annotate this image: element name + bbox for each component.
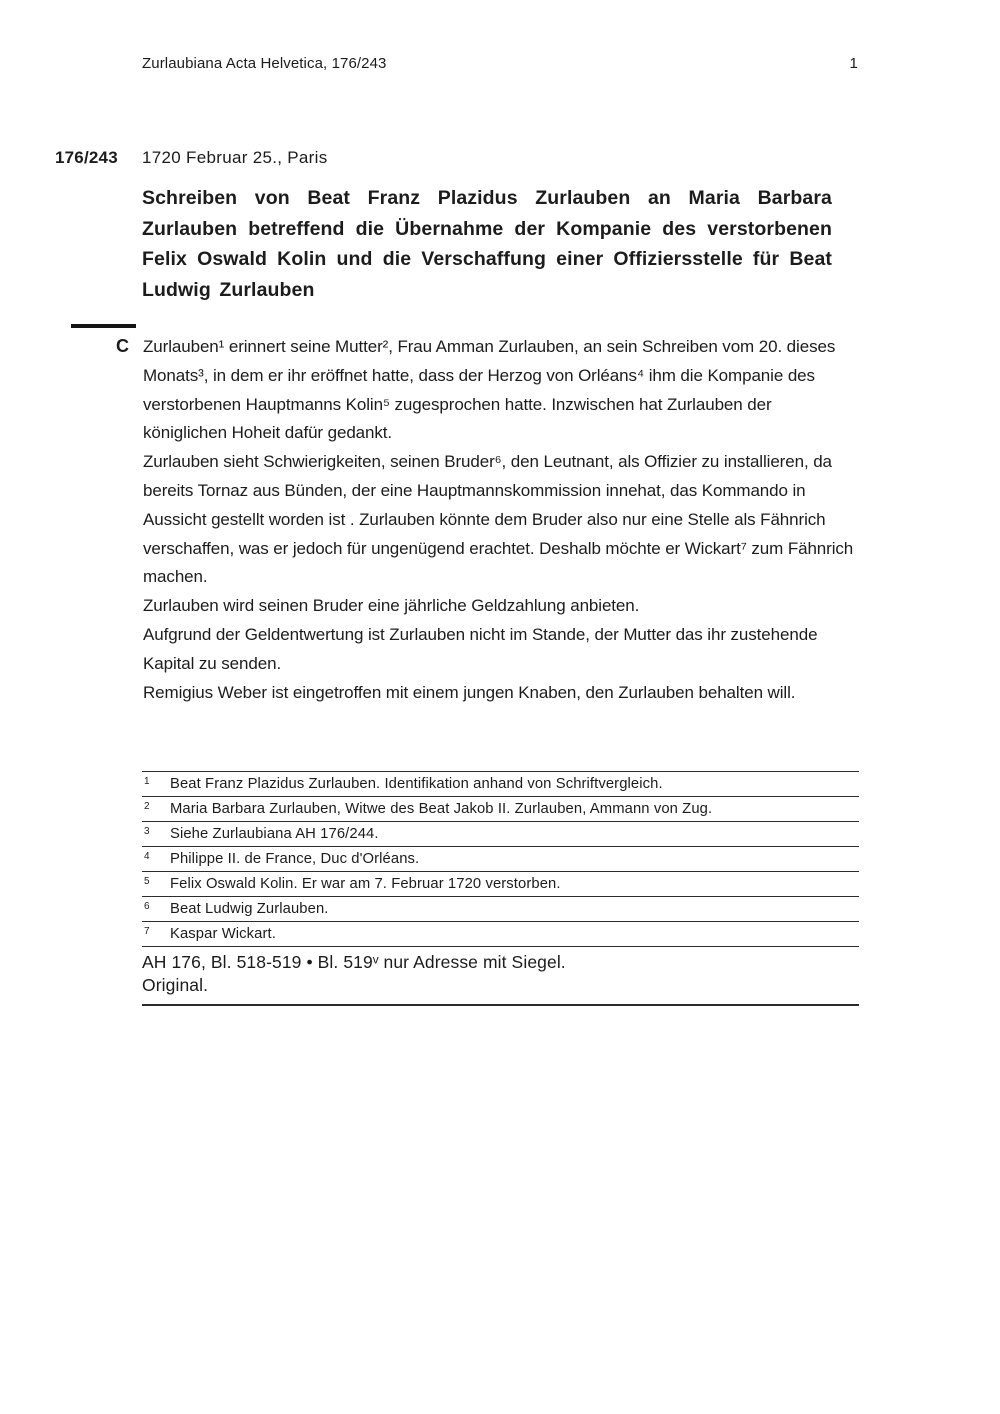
section-marker: C (116, 336, 129, 356)
summary-paragraph: Zurlauben¹ erinnert seine Mutter², Frau Amman Zurlauben, an sein Schreiben vom 20. dieses Monats³, in dem er ihr eröffnet hatte, dass der Herzog von Orléans⁴ ihm die Kompanie des verstorbenen Hauptmanns Kolin⁵ zugesprochen hatte. Inzwischen hat Zurlauben der königlichen Hoheit dafür gedankt. (143, 337, 836, 443)
footnote-text: Maria Barbara Zurlauben, Witwe des Beat Jakob II. Zurlauben, Ammann von Zug. (170, 801, 713, 817)
footnote-row (142, 896, 859, 921)
source-original-label: Original. (142, 975, 209, 995)
footnote-number: 7 (144, 926, 150, 937)
footnote-text: Philippe II. de France, Duc d'Orléans. (170, 851, 420, 867)
footnote-number: 3 (144, 826, 150, 837)
footnote-row (142, 771, 859, 796)
summary-paragraph: Zurlauben sieht Schwierigkeiten, seinen Bruder⁶, den Leutnant, als Offizier zu installieren, da bereits Tornaz aus Bünden, der eine Hauptmannskommission innehat, das Kommando in Aussicht gestellt worden ist . Zurlauben könnte dem Bruder also nur eine Stelle als Fähnrich verschaffen, was er jedoch für ungenügend erachtet. Deshalb möchte er Wickart⁷ zum Fähnrich machen. (143, 452, 854, 587)
footnote-row (142, 921, 859, 946)
document-dateline: 1720 Februar 25., Paris (142, 148, 328, 167)
source-reference-line: AH 176, Bl. 518-519 • Bl. 519ᵛ nur Adresse mit Siegel. (142, 952, 566, 972)
document-title: Schreiben von Beat Franz Plazidus Zurlauben an Maria Barbara Zurlauben betreffend die Übernahme der Kompanie des verstorbenen Felix Oswald Kolin und die Verschaffung einer Offiziersstelle für Beat Ludwig Zurlauben (142, 187, 832, 301)
summary-paragraph: Zurlauben wird seinen Bruder eine jährliche Geldzahlung anbieten. (143, 596, 640, 616)
footnote-row (142, 846, 859, 871)
document-number: 176/243 (55, 148, 118, 167)
running-header (142, 55, 858, 72)
source-reference-block (142, 946, 859, 1006)
footnote-number: 1 (144, 776, 150, 787)
document-id-line (55, 148, 328, 168)
section-divider-rule (71, 324, 136, 328)
summary-paragraph: Aufgrund der Geldentwertung ist Zurlauben nicht im Stande, der Mutter das ihr zustehende Kapital zu senden. (143, 624, 818, 673)
footnote-text: Beat Franz Plazidus Zurlauben. Identifikation anhand von Schriftvergleich. (170, 776, 663, 792)
footnote-number: 2 (144, 801, 150, 812)
footnote-number: 4 (144, 851, 150, 862)
footnote-row (142, 821, 859, 846)
document-summary (143, 333, 859, 707)
footnote-number: 6 (144, 901, 150, 912)
footnote-text: Beat Ludwig Zurlauben. (170, 901, 329, 917)
footnote-row (142, 796, 859, 821)
header-archive-reference: Zurlaubiana Acta Helvetica, 176/243 (142, 55, 387, 72)
footnote-row (142, 871, 859, 896)
page-number: 1 (849, 55, 858, 72)
footnote-text: Siehe Zurlaubiana AH 176/244. (170, 826, 379, 842)
footnote-number: 5 (144, 876, 150, 887)
footnote-text: Kaspar Wickart. (170, 926, 276, 942)
summary-paragraph: Remigius Weber ist eingetroffen mit einem jungen Knaben, den Zurlauben behalten will. (143, 682, 796, 702)
footnotes-list (142, 771, 859, 946)
footnote-text: Felix Oswald Kolin. Er war am 7. Februar 1720 verstorben. (170, 876, 561, 892)
